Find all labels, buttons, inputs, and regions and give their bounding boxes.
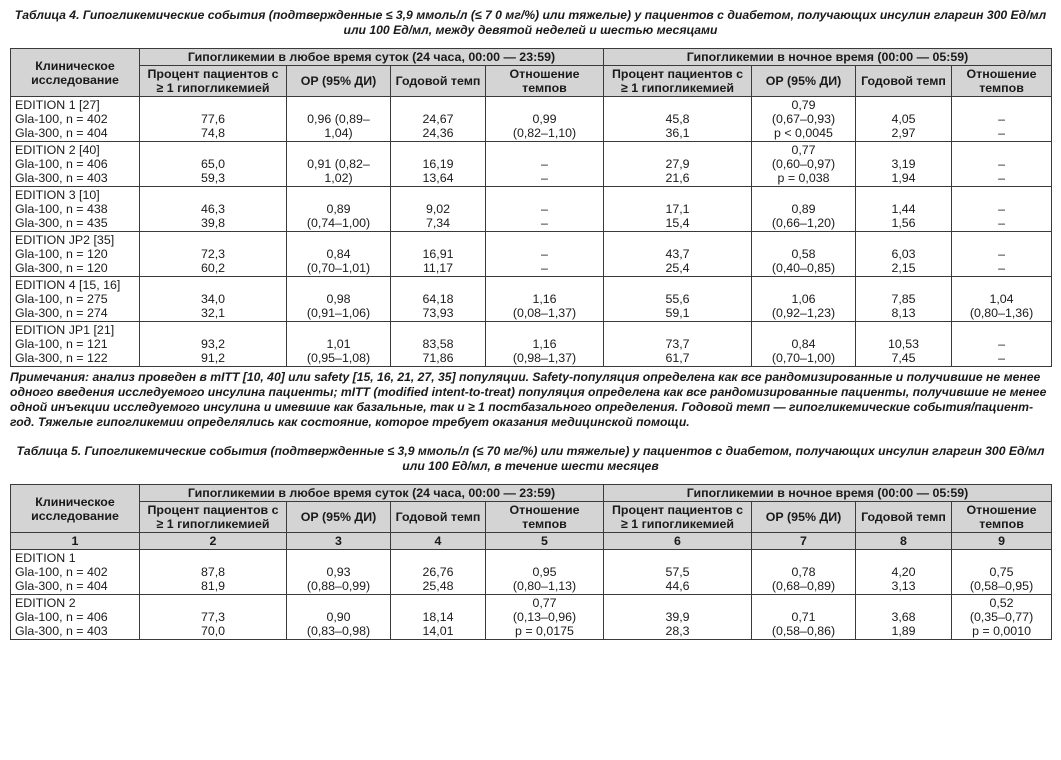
value-cell: 17,1 15,4 [604, 187, 752, 232]
col-header: Отношение темпов [952, 502, 1052, 533]
col-header: Процент пациентов с ≥ 1 гипогликемией [604, 66, 752, 97]
study-cell: EDITION JP2 [35] Gla-100, n = 120 Gla-300, n = 120 [11, 232, 140, 277]
table5-caption: Таблица 5. Гипогликемические события (подтвержденные ≤ 3,9 ммоль/л (≤ 70 мг/%) или тяжелые) у пациентов с диабетом, получающих инсулин гларгин 300 Ед/мл или 100 Ед/мл, в течение шести месяцев [16, 444, 1045, 473]
value-cell: 0,84 (0,70–1,01) [287, 232, 391, 277]
value-cell: 73,7 61,7 [604, 322, 752, 367]
study-cell: EDITION 1 [27] Gla-100, n = 402 Gla-300, n = 404 [11, 97, 140, 142]
column-numbers-row [11, 533, 1052, 550]
value-cell: 24,67 24,36 [391, 97, 486, 142]
value-cell: 7,85 8,13 [856, 277, 952, 322]
value-cell: 0,52 (0,35–0,77) p = 0,0010 [952, 595, 1052, 640]
col-header: Годовой темп [856, 66, 952, 97]
study-cell: EDITION JP1 [21] Gla-100, n = 121 Gla-300, n = 122 [11, 322, 140, 367]
column-number: 2 [140, 533, 287, 550]
group-night-header: Гипогликемии в ночное время (00:00 — 05:59) [604, 485, 1052, 502]
value-cell: – – [952, 322, 1052, 367]
table-row [11, 97, 1052, 142]
value-cell: 46,3 39,8 [140, 187, 287, 232]
value-cell: 0,78 (0,68–0,89) [752, 550, 856, 595]
table-row [11, 550, 1052, 595]
value-cell: – – [952, 187, 1052, 232]
table4 [10, 48, 1052, 367]
value-cell: 0,95 (0,80–1,13) [486, 550, 604, 595]
value-cell: 18,14 14,01 [391, 595, 486, 640]
value-cell: 1,04 (0,80–1,36) [952, 277, 1052, 322]
group-any-header: Гипогликемии в любое время суток (24 часа, 00:00 — 23:59) [140, 49, 604, 66]
col-header: ОР (95% ДИ) [752, 502, 856, 533]
value-cell: 26,76 25,48 [391, 550, 486, 595]
value-cell: 0,91 (0,82– 1,02) [287, 142, 391, 187]
value-cell: 57,5 44,6 [604, 550, 752, 595]
value-cell: 77,6 74,8 [140, 97, 287, 142]
column-number: 8 [856, 533, 952, 550]
col-header: Годовой темп [856, 502, 952, 533]
value-cell: 39,9 28,3 [604, 595, 752, 640]
value-cell: 0,89 (0,66–1,20) [752, 187, 856, 232]
group-night-header: Гипогликемии в ночное время (00:00 — 05:59) [604, 49, 1052, 66]
column-headers [11, 66, 1052, 97]
value-cell: 0,77 (0,13–0,96) p = 0,0175 [486, 595, 604, 640]
value-cell: 0,90 (0,83–0,98) [287, 595, 391, 640]
value-cell: 72,3 60,2 [140, 232, 287, 277]
value-cell: 0,79 (0,67–0,93) p < 0,0045 [752, 97, 856, 142]
value-cell: 0,89 (0,74–1,00) [287, 187, 391, 232]
table-row [11, 232, 1052, 277]
table5 [10, 484, 1052, 640]
value-cell: 6,03 2,15 [856, 232, 952, 277]
table-row [11, 142, 1052, 187]
value-cell: 4,05 2,97 [856, 97, 952, 142]
column-number: 6 [604, 533, 752, 550]
study-cell: EDITION 2 Gla-100, n = 406 Gla-300, n = 403 [11, 595, 140, 640]
value-cell: 0,99 (0,82–1,10) [486, 97, 604, 142]
value-cell: 93,2 91,2 [140, 322, 287, 367]
value-cell: – – [952, 232, 1052, 277]
column-number: 3 [287, 533, 391, 550]
study-cell: EDITION 2 [40] Gla-100, n = 406 Gla-300, n = 403 [11, 142, 140, 187]
table-row [11, 187, 1052, 232]
col-header: Процент пациентов с ≥ 1 гипогликемией [140, 502, 287, 533]
col-header: ОР (95% ДИ) [287, 502, 391, 533]
column-headers [11, 502, 1052, 533]
col-header: Отношение темпов [486, 502, 604, 533]
study-header: Клиническое исследование [11, 49, 140, 97]
value-cell: 0,84 (0,70–1,00) [752, 322, 856, 367]
col-header: ОР (95% ДИ) [287, 66, 391, 97]
value-cell: 0,96 (0,89– 1,04) [287, 97, 391, 142]
table4-note: Примечания: анализ проведен в mITT [10, 40] или safety [15, 16, 21, 27, 35] популяции. Safety-популяция определена как все рандомизированные и получившие не менее одного введения исследуемого инсулина пациенты; mITT (modified intent-to-treat) популяция определена как все рандомизированные пациенты, получившие не менее одной инъекции исследуемого инсулина и имевшие как базальные, так и ≥ 1 постбазального определения. Годовой темп — гипогликемические события/пациент-год. Тяжелые гипогликемии определялись как состояние, которое требует оказания медицинской помощи. [10, 370, 1047, 429]
value-cell: 64,18 73,93 [391, 277, 486, 322]
value-cell: 0,93 (0,88–0,99) [287, 550, 391, 595]
value-cell: 4,20 3,13 [856, 550, 952, 595]
value-cell: – – [486, 142, 604, 187]
value-cell: 10,53 7,45 [856, 322, 952, 367]
value-cell: 45,8 36,1 [604, 97, 752, 142]
col-header: Отношение темпов [486, 66, 604, 97]
value-cell: 34,0 32,1 [140, 277, 287, 322]
value-cell: 3,68 1,89 [856, 595, 952, 640]
value-cell: 83,58 71,86 [391, 322, 486, 367]
col-header: Годовой темп [391, 66, 486, 97]
table-row [11, 277, 1052, 322]
value-cell: 0,58 (0,40–0,85) [752, 232, 856, 277]
value-cell: – – [952, 97, 1052, 142]
value-cell: 3,19 1,94 [856, 142, 952, 187]
table4-caption: Таблица 4. Гипогликемические события (подтвержденные ≤ 3,9 ммоль/л (≤ 7 0 мг/%) или тяжелые) у пациентов с диабетом, получающих инсулин гларгин 300 Ед/мл или 100 Ед/мл, между девятой неделей и шестью месяцами [14, 8, 1047, 37]
study-cell: EDITION 4 [15, 16] Gla-100, n = 275 Gla-300, n = 274 [11, 277, 140, 322]
column-number: 4 [391, 533, 486, 550]
value-cell: – – [952, 142, 1052, 187]
value-cell: 65,0 59,3 [140, 142, 287, 187]
study-header: Клиническое исследование [11, 485, 140, 533]
value-cell: 16,91 11,17 [391, 232, 486, 277]
col-header: Процент пациентов с ≥ 1 гипогликемией [604, 502, 752, 533]
table-row [11, 595, 1052, 640]
value-cell: 0,71 (0,58–0,86) [752, 595, 856, 640]
value-cell: 1,16 (0,98–1,37) [486, 322, 604, 367]
value-cell: 1,16 (0,08–1,37) [486, 277, 604, 322]
value-cell: – – [486, 187, 604, 232]
study-cell: EDITION 3 [10] Gla-100, n = 438 Gla-300, n = 435 [11, 187, 140, 232]
value-cell: 87,8 81,9 [140, 550, 287, 595]
column-number: 1 [11, 533, 140, 550]
value-cell: – – [486, 232, 604, 277]
column-number: 7 [752, 533, 856, 550]
value-cell: 9,02 7,34 [391, 187, 486, 232]
value-cell: 0,75 (0,58–0,95) [952, 550, 1052, 595]
column-number: 5 [486, 533, 604, 550]
value-cell: 0,98 (0,91–1,06) [287, 277, 391, 322]
value-cell: 43,7 25,4 [604, 232, 752, 277]
value-cell: 1,01 (0,95–1,08) [287, 322, 391, 367]
col-header: ОР (95% ДИ) [752, 66, 856, 97]
value-cell: 1,44 1,56 [856, 187, 952, 232]
col-header: Процент пациентов с ≥ 1 гипогликемией [140, 66, 287, 97]
value-cell: 1,06 (0,92–1,23) [752, 277, 856, 322]
value-cell: 16,19 13,64 [391, 142, 486, 187]
col-header: Годовой темп [391, 502, 486, 533]
value-cell: 27,9 21,6 [604, 142, 752, 187]
value-cell: 77,3 70,0 [140, 595, 287, 640]
table-row [11, 322, 1052, 367]
group-any-header: Гипогликемии в любое время суток (24 часа, 00:00 — 23:59) [140, 485, 604, 502]
study-cell: EDITION 1 Gla-100, n = 402 Gla-300, n = 404 [11, 550, 140, 595]
column-number: 9 [952, 533, 1052, 550]
col-header: Отношение темпов [952, 66, 1052, 97]
value-cell: 0,77 (0,60–0,97) p = 0,038 [752, 142, 856, 187]
value-cell: 55,6 59,1 [604, 277, 752, 322]
